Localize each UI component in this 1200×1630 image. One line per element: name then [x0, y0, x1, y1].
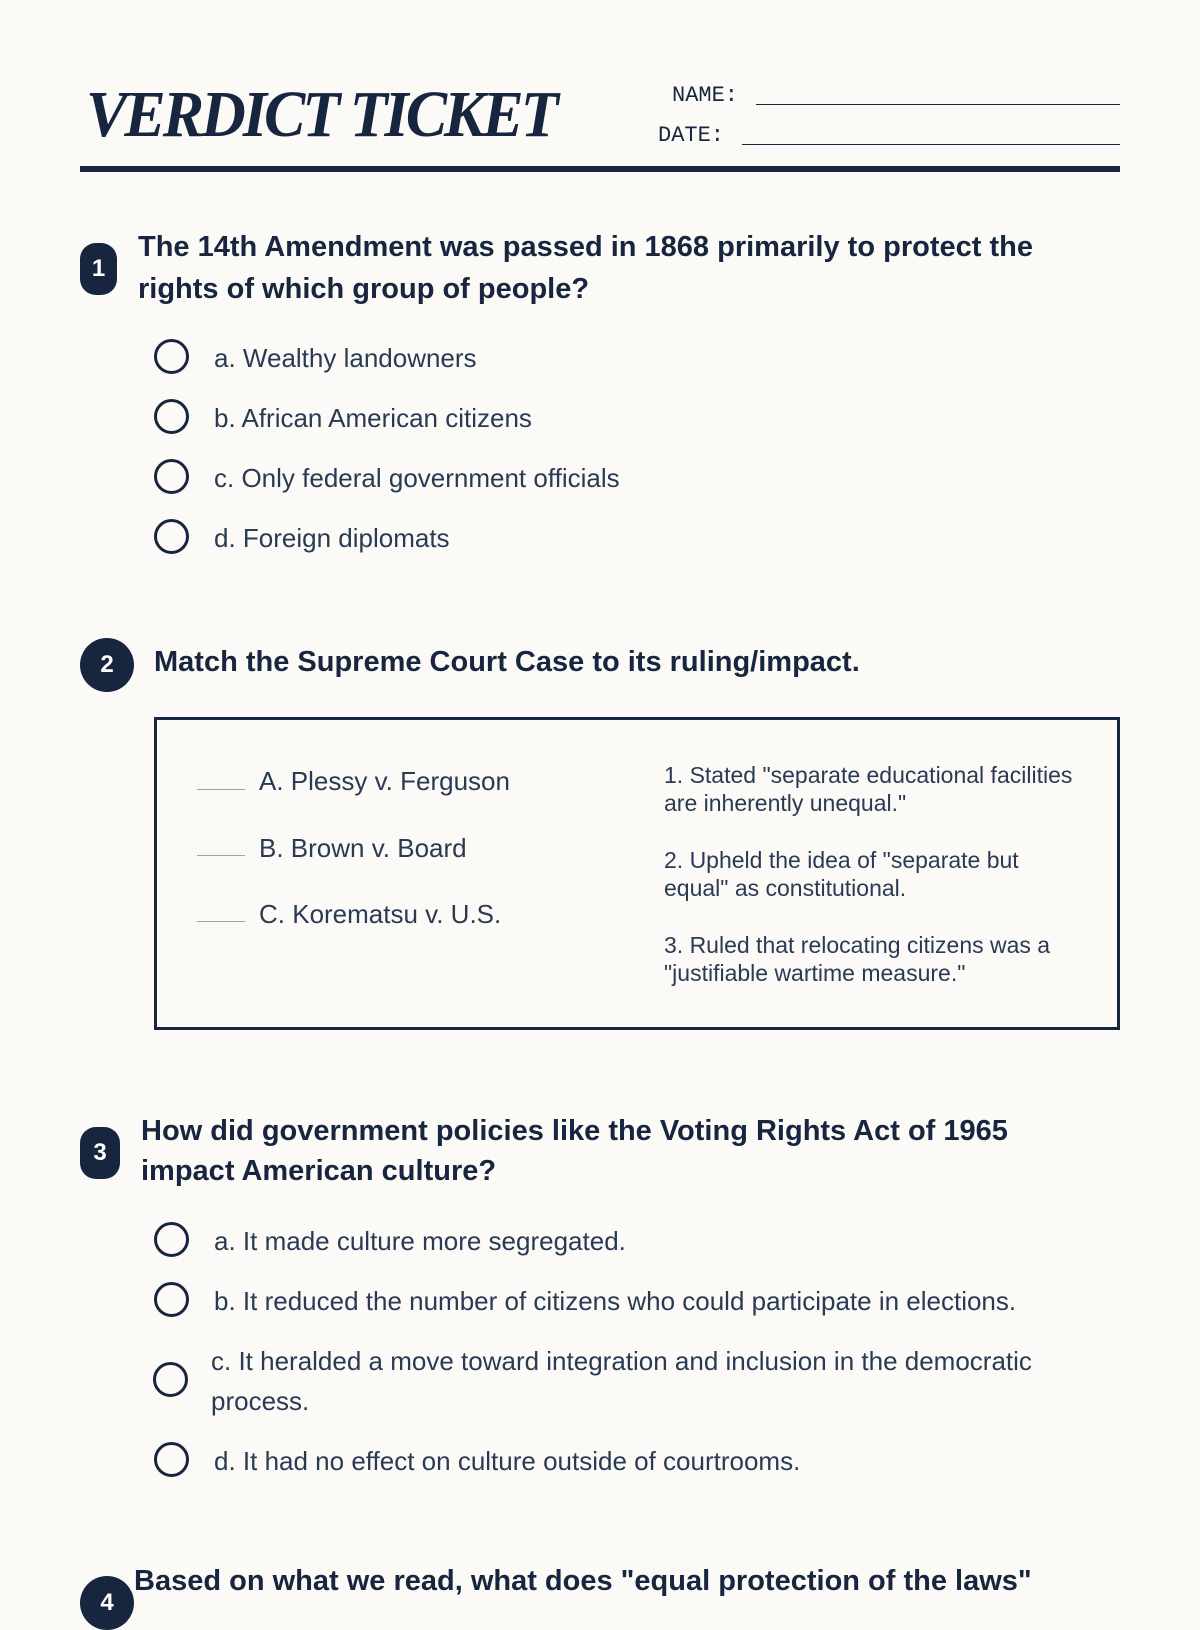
option-label: c. Only federal government officials	[214, 463, 620, 493]
radio-option-c[interactable]	[154, 459, 189, 494]
ruling-text: 3. Ruled that relocating citizens was a "justifiable wartime measure."	[664, 932, 1051, 986]
ruling-text: 1. Stated "separate educational facilities are inherently unequal."	[664, 762, 1073, 816]
question-text: Match the Supreme Court Case to its ruling/impact.	[154, 646, 860, 678]
radio-option-d[interactable]	[154, 519, 189, 554]
match-blank-a[interactable]	[197, 789, 245, 790]
case-label: C. Korematsu v. U.S.	[259, 899, 502, 929]
match-blank-b[interactable]	[197, 855, 245, 856]
match-blank-c[interactable]	[197, 921, 245, 922]
option-label: c. It heralded a move toward integration and inclusion in the democratic process.	[211, 1346, 1032, 1416]
ruling-text: 2. Upheld the idea of "separate but equal" as constitutional.	[664, 847, 1019, 901]
question-number-badge: 4	[80, 1576, 134, 1630]
question-text: The 14th Amendment was passed in 1868 primarily to protect the rights of which group of people?	[138, 231, 1033, 305]
radio-option-b[interactable]	[154, 399, 189, 434]
date-label: DATE:	[658, 123, 725, 148]
page-title: VERDICT TICKET	[86, 78, 556, 151]
option-label: b. African American citizens	[214, 403, 532, 433]
question-text: Based on what we read, what does "equal protection of the laws"	[134, 1565, 1032, 1597]
case-label: B. Brown v. Board	[259, 833, 467, 863]
date-field[interactable]	[742, 144, 1120, 145]
option-label: a. Wealthy landowners	[214, 343, 477, 373]
name-label: NAME:	[672, 83, 739, 108]
name-field[interactable]	[756, 104, 1120, 105]
radio-option-d[interactable]	[154, 1442, 189, 1477]
case-label: A. Plessy v. Ferguson	[259, 766, 510, 796]
option-label: d. Foreign diplomats	[214, 523, 450, 553]
header-divider	[80, 166, 1120, 172]
question-text: How did government policies like the Voting Rights Act of 1965 impact American culture?	[141, 1115, 1008, 1187]
question-number-badge: 1	[80, 243, 117, 295]
option-label: a. It made culture more segregated.	[214, 1226, 626, 1256]
option-label: d. It had no effect on culture outside of courtrooms.	[214, 1446, 801, 1476]
radio-option-a[interactable]	[154, 339, 189, 374]
question-number-badge: 3	[80, 1127, 120, 1179]
option-label: b. It reduced the number of citizens who could participate in elections.	[214, 1286, 1017, 1316]
question-number-badge: 2	[80, 638, 134, 692]
radio-option-b[interactable]	[154, 1282, 189, 1317]
radio-option-a[interactable]	[154, 1222, 189, 1257]
radio-option-c[interactable]	[153, 1362, 188, 1397]
